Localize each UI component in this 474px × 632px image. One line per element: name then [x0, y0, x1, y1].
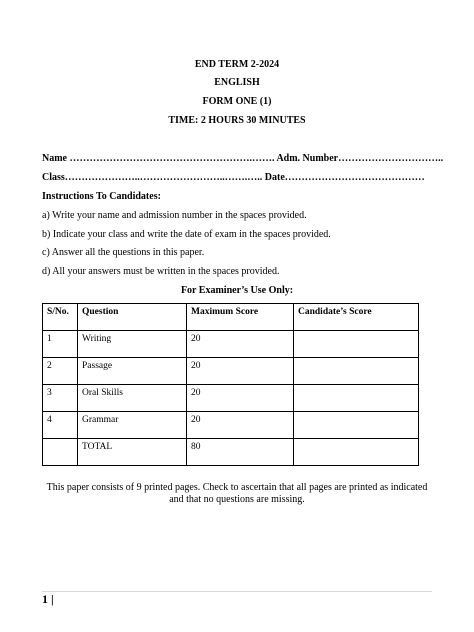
table-row: [43, 331, 419, 358]
column-header-question: Question: [78, 304, 187, 331]
examiner-use-title: For Examiner’s Use Only:: [180, 285, 294, 296]
instruction-item: d) All your answers must be written in the spaces provided.: [42, 266, 280, 277]
cell-candidate-score[interactable]: [294, 412, 419, 439]
cell-question: Oral Skills: [78, 385, 187, 412]
cell-sno: 1: [43, 331, 78, 358]
instruction-item: c) Answer all the questions in this paper.: [42, 247, 205, 258]
cell-question: Grammar: [78, 412, 187, 439]
cell-question: Passage: [78, 358, 187, 385]
cell-candidate-score[interactable]: [294, 385, 419, 412]
form-title: FORM ONE (1): [202, 96, 272, 107]
cell-sno: 2: [43, 358, 78, 385]
table-header-row: [43, 304, 419, 331]
table-row-total: [43, 439, 419, 466]
cell-candidate-score[interactable]: [294, 358, 419, 385]
class-date-field[interactable]: Class…………………..……………………..…….….. Date……………………………………: [42, 172, 425, 183]
cell-sno: 3: [43, 385, 78, 412]
page-number: 1 |: [42, 592, 54, 606]
subject-title: ENGLISH: [214, 77, 260, 88]
table-row: [43, 412, 419, 439]
column-header-max-score: Maximum Score: [187, 304, 294, 331]
cell-sno: 4: [43, 412, 78, 439]
cell-max-score: 20: [187, 331, 294, 358]
instruction-item: b) Indicate your class and write the date of exam in the spaces provided.: [42, 229, 331, 240]
footer-divider: [42, 591, 432, 592]
cell-sno: [43, 439, 78, 466]
column-header-sno: S/No.: [43, 304, 78, 331]
table-row: [43, 385, 419, 412]
cell-max-score: 80: [187, 439, 294, 466]
page-count-note: This paper consists of 9 printed pages. Check to ascertain that all pages are printed as indicated and that no questions are missing.: [46, 482, 428, 505]
exam-term-title: END TERM 2-2024: [194, 59, 280, 70]
column-header-candidate-score: Candidate’s Score: [294, 304, 419, 331]
cell-question: Writing: [78, 331, 187, 358]
instruction-item: a) Write your name and admission number in the spaces provided.: [42, 210, 307, 221]
name-adm-field[interactable]: Name ……………………………………………….……. Adm. Number…………………………..: [42, 153, 444, 164]
cell-candidate-score[interactable]: [294, 439, 419, 466]
cell-candidate-score[interactable]: [294, 331, 419, 358]
table-row: [43, 358, 419, 385]
cell-max-score: 20: [187, 385, 294, 412]
cell-max-score: 20: [187, 358, 294, 385]
time-title: TIME: 2 HOURS 30 MINUTES: [168, 115, 306, 126]
cell-max-score: 20: [187, 412, 294, 439]
cell-question: TOTAL: [78, 439, 187, 466]
examiner-score-table: [42, 303, 419, 466]
instructions-title: Instructions To Candidates:: [42, 191, 161, 202]
